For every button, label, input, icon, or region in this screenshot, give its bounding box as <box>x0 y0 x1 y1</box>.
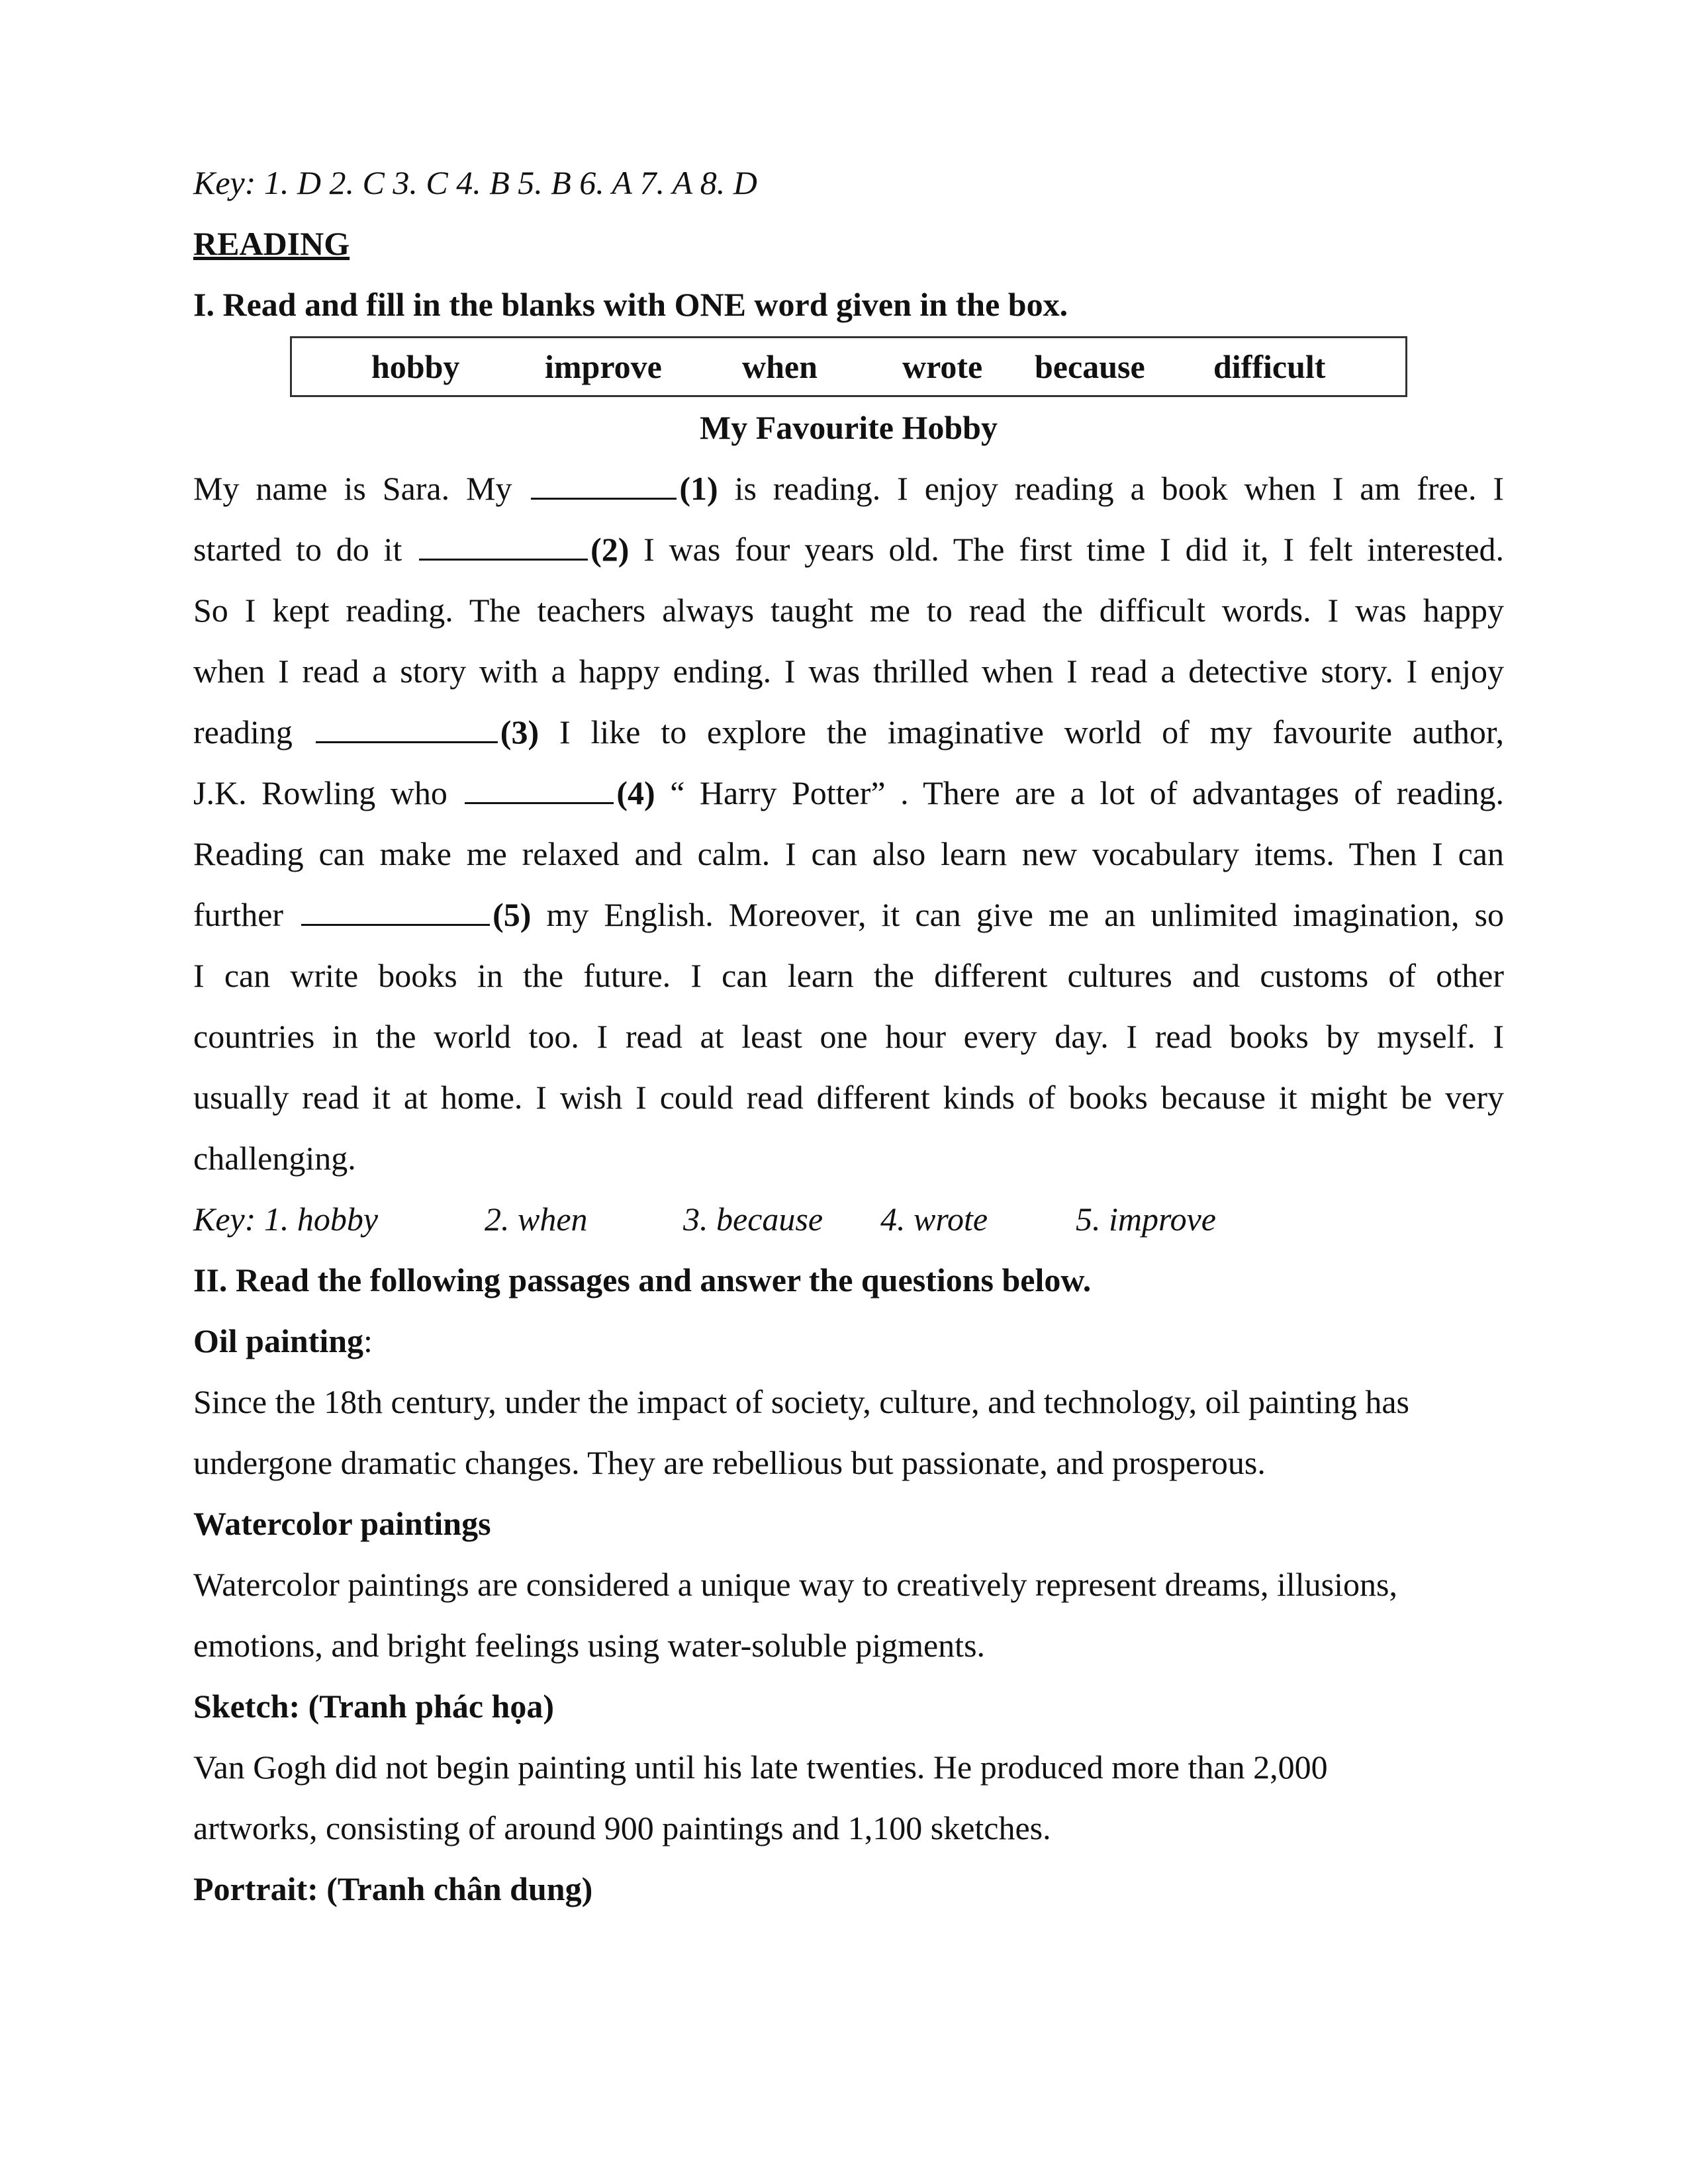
blank-4 <box>465 769 614 804</box>
key-item: Key: 1. hobby <box>193 1201 379 1238</box>
passage-line: started to do it (2) I was four years old. The first time I did it, I felt interested. <box>193 519 1504 580</box>
oil-text: Since the 18th century, under the impact of society, culture, and technology, oil painting has <box>193 1383 1409 1420</box>
blank-3 <box>316 708 498 743</box>
oil-text: undergone dramatic changes. They are rebellious but passionate, and prosperous. <box>193 1444 1266 1481</box>
key-item: 4. wrote <box>880 1201 988 1238</box>
word-box-item: because <box>1035 348 1145 385</box>
blank-number: (3) <box>500 713 539 751</box>
passage-line: when I read a story with a happy ending. I was thrilled when I read a detective story. I enjoy <box>193 653 1504 690</box>
passage-line: So I kept reading. The teachers always taught me to read the difficult words. I was happy <box>193 592 1504 629</box>
blank-number: (1) <box>679 470 718 507</box>
exercise1-instruction: I. Read and fill in the blanks with ONE word given in the box. <box>193 286 1068 323</box>
blank-number: (4) <box>616 774 655 811</box>
passage-line: My name is Sara. My (1) is reading. I enjoy reading a book when I am free. I <box>193 458 1504 519</box>
portrait-heading: Portrait: (Tranh chân dung) <box>193 1870 593 1907</box>
page-content <box>193 152 1504 1919</box>
word-box-item: when <box>742 348 818 385</box>
key-item: 5. improve <box>1076 1201 1216 1238</box>
passage-line: Reading can make me relaxed and calm. I can also learn new vocabulary items. Then I can <box>193 835 1504 872</box>
passage-line: J.K. Rowling who (4) “ Harry Potter” . There are a lot of advantages of reading. <box>193 762 1504 823</box>
oil-heading: Oil painting: <box>193 1322 373 1359</box>
word-box-item: wrote <box>902 348 983 385</box>
answer-key-top: Key: 1. D 2. C 3. C 4. B 5. B 6. A 7. A 8. D <box>193 164 757 201</box>
passage-title: My Favourite Hobby <box>700 409 998 446</box>
passage-line: reading (3) I like to explore the imaginative world of my favourite author, <box>193 702 1504 762</box>
section-title: READING <box>193 225 350 262</box>
passage-line: I can write books in the future. I can learn the different cultures and customs of other <box>193 957 1504 994</box>
sketch-text: Van Gogh did not begin painting until his late twenties. He produced more than 2,000 <box>193 1749 1328 1786</box>
word-box <box>290 336 1407 397</box>
blank-5 <box>301 891 490 926</box>
word-box-item: difficult <box>1213 348 1326 385</box>
blank-number: (2) <box>590 531 630 568</box>
word-box-item: improve <box>545 348 662 385</box>
exercise2-instruction: II. Read the following passages and answer the questions below. <box>193 1261 1092 1298</box>
passage-line: countries in the world too. I read at least one hour every day. I read books by myself. I <box>193 1018 1504 1055</box>
key-item: 2. when <box>485 1201 588 1238</box>
sketch-heading: Sketch: (Tranh phác họa) <box>193 1688 554 1725</box>
blank-number: (5) <box>492 896 532 933</box>
watercolor-text: emotions, and bright feelings using water-soluble pigments. <box>193 1627 986 1664</box>
passage-line: challenging. <box>193 1140 356 1177</box>
watercolor-text: Watercolor paintings are considered a unique way to creatively represent dreams, illusions, <box>193 1566 1397 1603</box>
key-item: 3. because <box>683 1201 823 1238</box>
word-box-item: hobby <box>371 348 460 385</box>
sketch-text: artworks, consisting of around 900 paintings and 1,100 sketches. <box>193 1809 1051 1846</box>
watercolor-heading: Watercolor paintings <box>193 1505 491 1542</box>
passage-line: further (5) my English. Moreover, it can give me an unlimited imagination, so <box>193 884 1504 945</box>
blank-2 <box>419 525 588 561</box>
blank-1 <box>531 465 677 500</box>
passage-line: usually read it at home. I wish I could read different kinds of books because it might be very <box>193 1079 1504 1116</box>
answer-key-exercise1 <box>193 1189 1504 1250</box>
